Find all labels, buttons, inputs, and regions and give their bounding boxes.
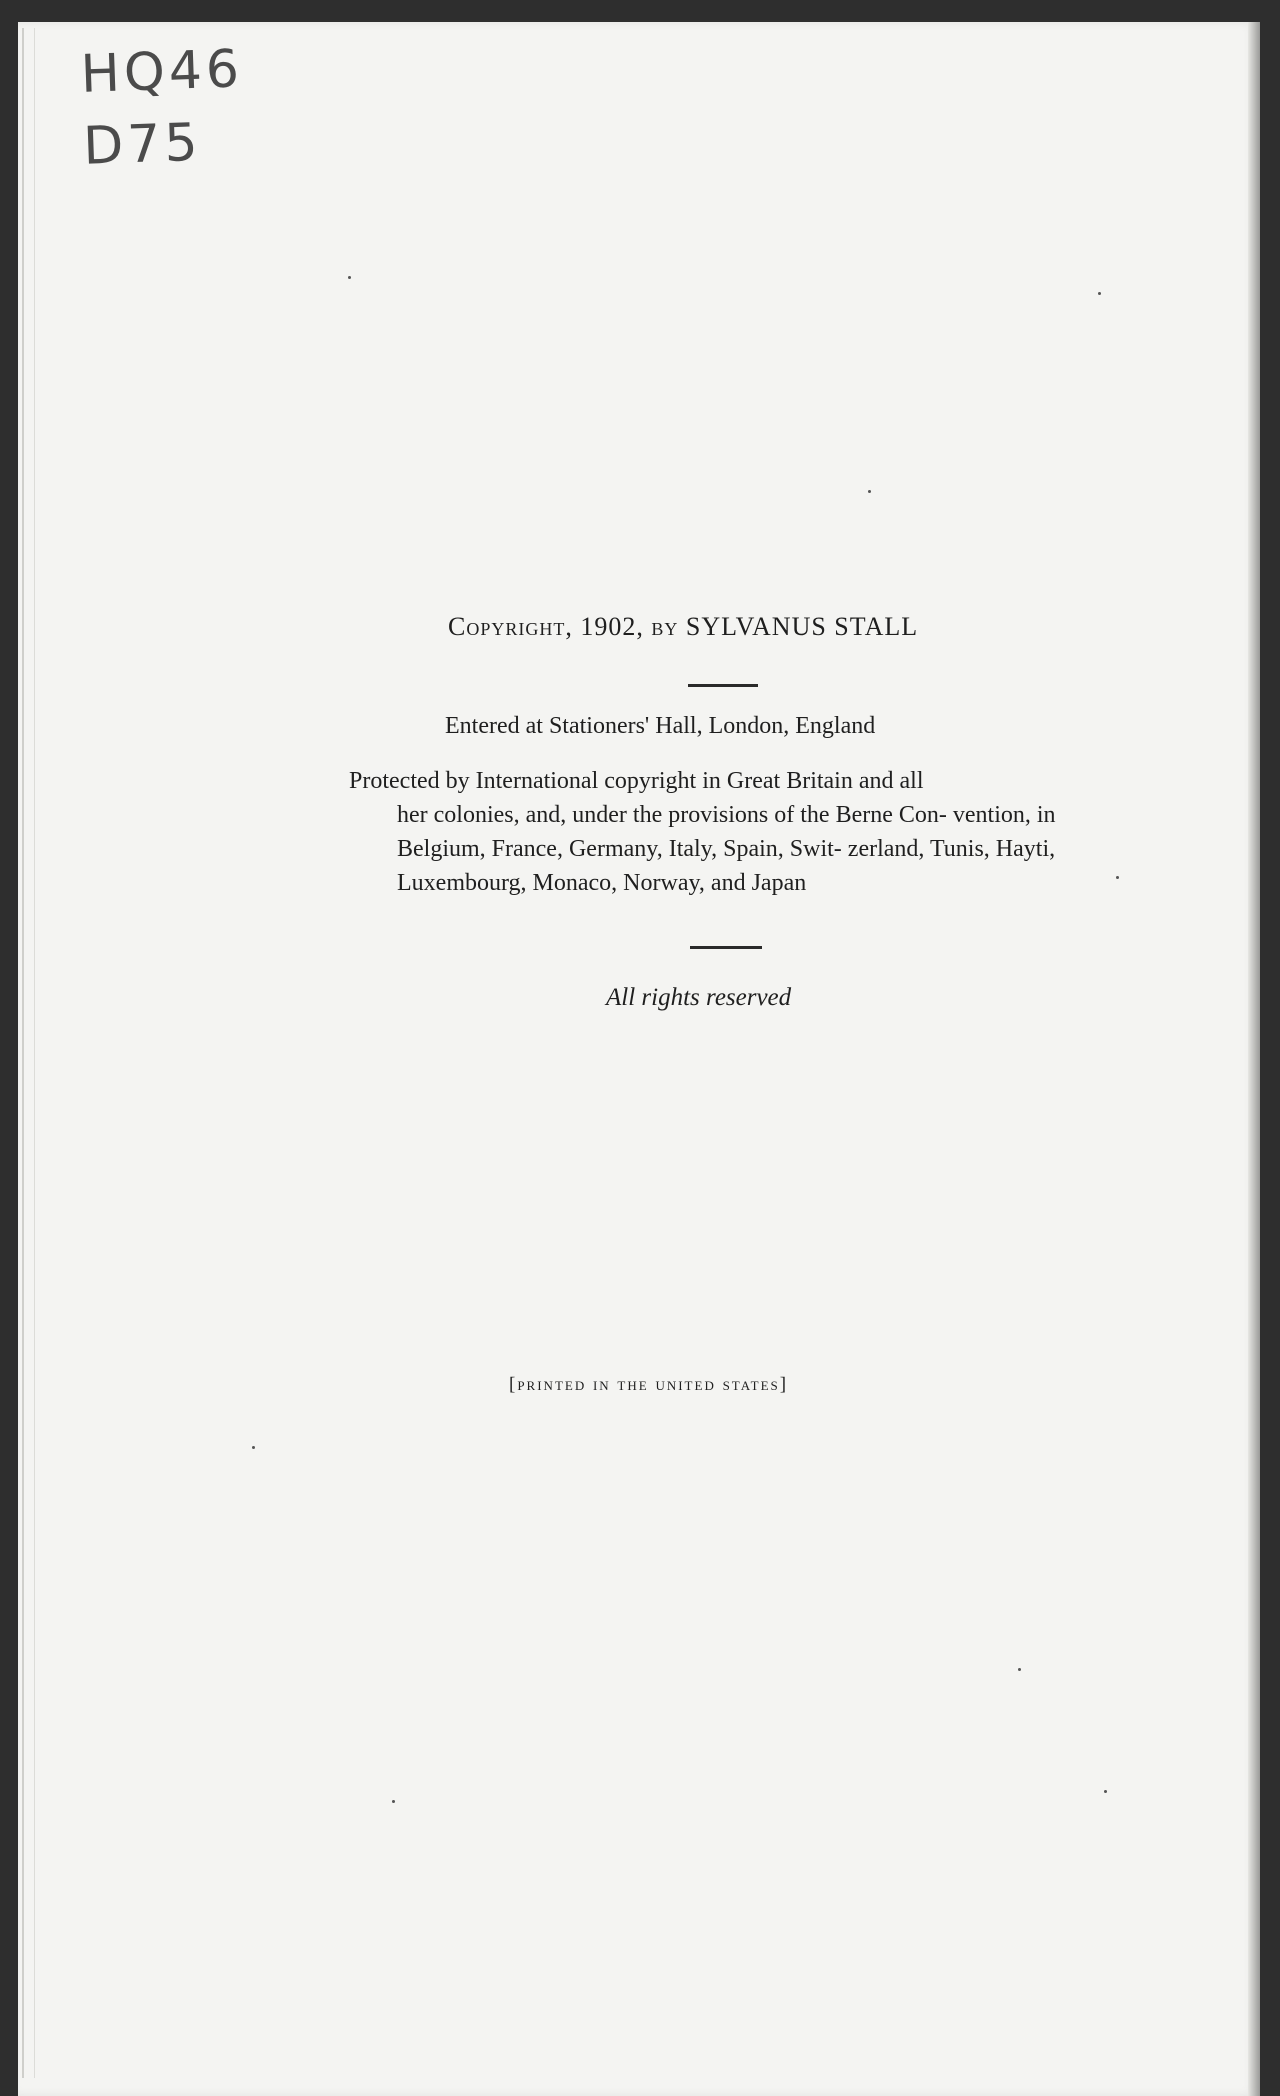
copyright-prefix: Copyright, 1902, by [448,612,679,641]
entered-at-stationers-hall: Entered at Stationers' Hall, London, England [445,713,876,739]
dust-speck [1104,1790,1107,1793]
dust-speck [348,276,351,279]
dust-speck [252,1446,255,1449]
dust-speck [1116,876,1119,879]
dust-speck [868,490,871,493]
handwritten-call-number [80,33,247,183]
dust-speck [1098,292,1101,295]
divider-rule [688,684,758,687]
copyright-notice [448,612,1008,642]
call-number-line-1: HQ46 [79,39,244,105]
page-edge-lines [22,28,35,2078]
protection-first-line: Protected by International copyright in Great Britain and all [349,768,924,794]
printed-in-notice: [printed in the united states] [509,1374,789,1395]
copyright-holder: SYLVANUS STALL [685,612,919,641]
call-number-line-2: D75 [82,112,203,177]
protection-continuation: her colonies, and, under the provisions of the Berne Con- vention, in Belgium, France, Germany, Italy, Spain, Swit- zerland, Tunis, Hayti, Luxembourg, Monaco, Norway, and Japan [397,802,1056,896]
divider-rule [690,946,762,949]
rights-reserved: All rights reserved [606,984,792,1011]
page-right-shadow [1248,22,1260,2096]
book-page [18,22,1258,2096]
dust-speck [1018,1668,1021,1671]
international-protection-notice [349,764,1109,900]
dust-speck [392,1800,395,1803]
